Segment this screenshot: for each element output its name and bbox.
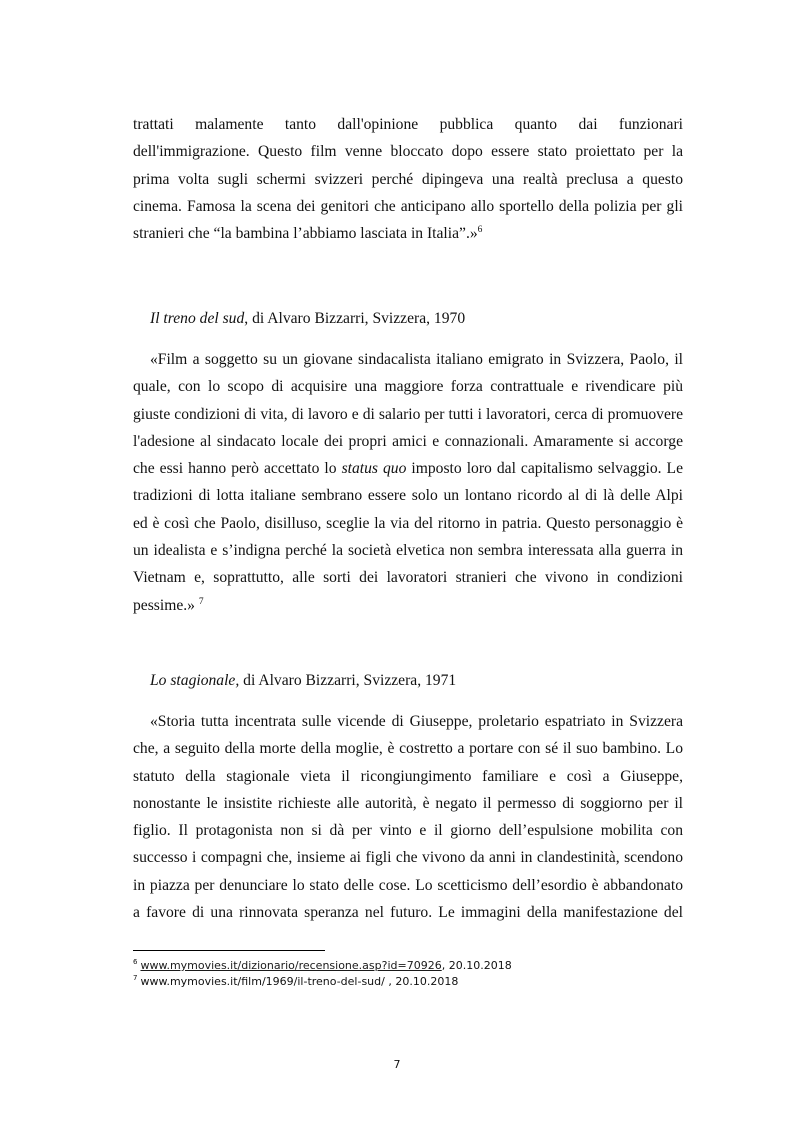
text-line: [133, 592, 683, 619]
text-line: «Storia tutta incentrata sulle vicende di Giuseppe, proletario espatriato in Svizzera: [150, 713, 683, 730]
text-segment: imposto loro dal capitalismo selvaggio. Le: [406, 460, 683, 478]
text-segment: che essi hanno però accettato lo: [133, 460, 342, 478]
text-line: in piazza per denunciare lo stato delle cose. Lo scetticismo dell’esordio è abbandonato: [133, 876, 683, 894]
text-line-content: stranieri che “la bambina l’abbiamo lasciata in Italia”.»: [133, 225, 478, 243]
footnote-ref-6[interactable]: 6: [477, 225, 483, 235]
text-line: «Film a soggetto su un giovane sindacalista italiano emigrato in Svizzera, Paolo, il: [150, 351, 683, 368]
footnote-link[interactable]: www.mymovies.it/dizionario/recensione.asp?id=70926: [140, 959, 442, 972]
footnote-number: 6: [133, 958, 138, 967]
page-number: 7: [393, 1058, 401, 1071]
text-line: che, a seguito della morte della moglie, è costretto a portare con sé il suo bambino. Lo: [133, 740, 683, 758]
footnote-ref-7[interactable]: 7: [198, 596, 204, 607]
text-line: trattati malamente tanto dall'opinione pubblica quanto dai funzionari: [133, 116, 683, 133]
text-line: Vietnam e, soprattutto, alle sorti dei lavoratori stranieri che vivono in condizioni: [133, 569, 683, 587]
footnotes: [133, 958, 512, 989]
paragraph-continuation: [133, 111, 683, 247]
text-line: tradizioni di lotta italiane sembrano essere solo un lontano ricordo al di là delle Alpi: [133, 487, 683, 505]
footnote-number: 7: [133, 973, 138, 982]
text-line: giuste condizioni di vita, di lavoro e di salario per tutti i lavoratori, cerca di promuovere: [133, 405, 683, 423]
film-description-treno-del-sud: [133, 346, 683, 619]
film-details: , di Alvaro Bizzarri, Svizzera, 1970: [244, 310, 466, 327]
text-line-content: pessime.»: [133, 596, 195, 614]
film-title: Il treno del sud: [150, 310, 245, 327]
footnote-text: www.mymovies.it/film/1969/il-treno-del-sud/ , 20.10.2018: [140, 974, 459, 988]
footnote-separator: [133, 950, 325, 951]
footnote-date: , 20.10.2018: [441, 959, 512, 972]
film-heading-treno-del-sud: [150, 308, 465, 330]
footnote-6: [133, 958, 512, 974]
text-line: quale, con lo scopo di acquisire una maggiore forza contrattuale e rivendicare più: [133, 378, 683, 396]
text-line: [133, 220, 683, 247]
text-line: l'adesione al sindacato locale dei propri amici e connazionali. Amaramente si accorge: [133, 432, 683, 450]
text-line: successo i compagni che, insieme ai figli che vivono da anni in clandestinità, scendono: [133, 849, 683, 867]
text-line: nonostante le insistite richieste alle autorità, è negato il permesso di soggiorno per il: [133, 794, 683, 812]
film-details: di Alvaro Bizzarri, Svizzera, 1971: [239, 672, 457, 689]
italic-term: status quo: [341, 460, 407, 478]
text-line: statuto della stagionale vieta il ricongiungimento familiare e così a Giuseppe,: [133, 767, 683, 785]
text-line: ed è così che Paolo, disilluso, sceglie la via del ritorno in patria. Questo personaggio è: [133, 514, 683, 532]
film-heading-lo-stagionale: [150, 670, 456, 692]
footnote-7: [133, 974, 512, 990]
film-title: Lo stagionale,: [150, 672, 240, 689]
text-line: figlio. Il protagonista non si dà per vinto e il giorno dell’espulsione mobilita con: [133, 822, 683, 840]
text-line: prima volta sugli schermi svizzeri perché dipingeva una realtà preclusa a questo: [133, 170, 683, 188]
text-line: [133, 455, 683, 482]
text-line: cinema. Famosa la scena dei genitori che anticipano allo sportello della polizia per gli: [133, 197, 683, 215]
text-line: un idealista e s’indigna perché la società elvetica non sembra interessata alla guerra in: [133, 542, 683, 560]
text-line: a favore di una rinnovata speranza nel futuro. Le immagini della manifestazione del: [133, 904, 683, 922]
text-line: dell'immigrazione. Questo film venne bloccato dopo essere stato proiettato per la: [133, 143, 683, 161]
film-description-lo-stagionale: [133, 708, 683, 926]
